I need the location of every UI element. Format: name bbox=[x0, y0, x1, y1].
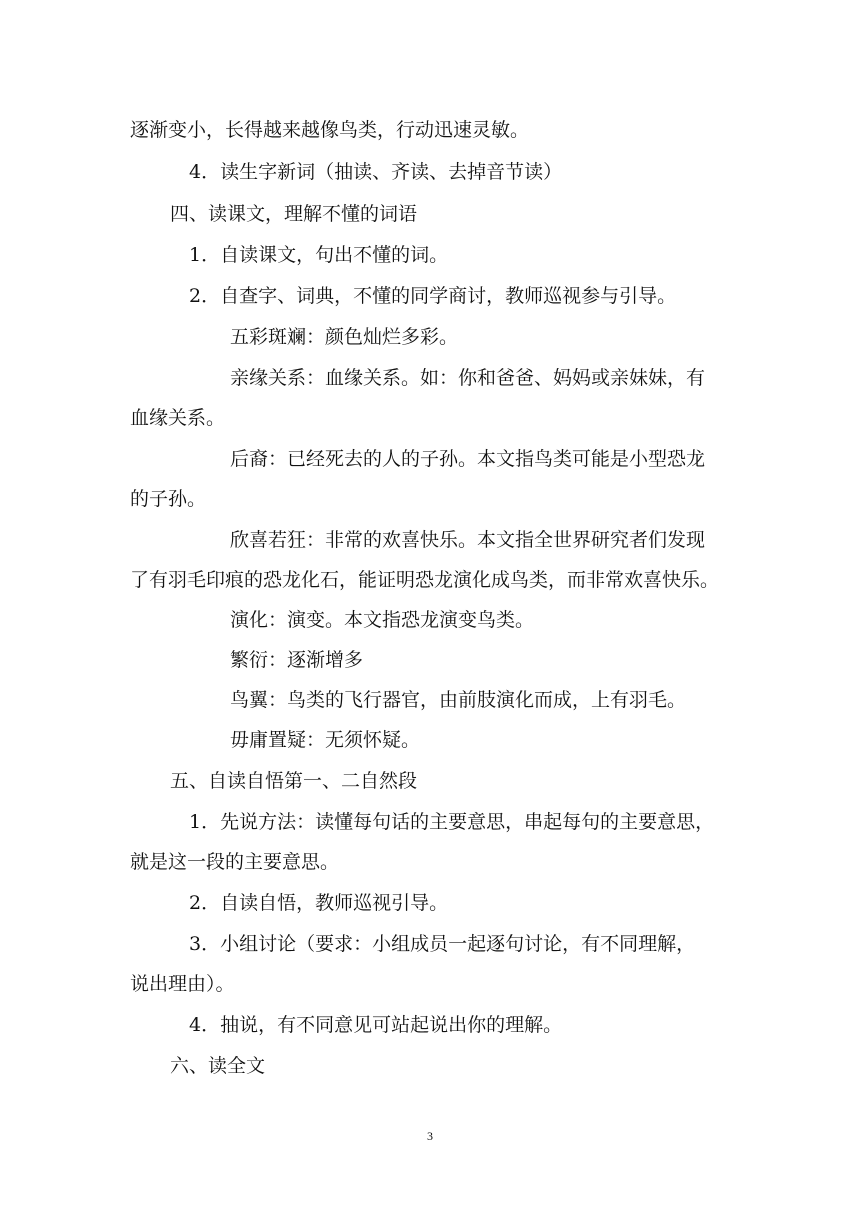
page-number: 3 bbox=[427, 1129, 433, 1143]
section-heading-4: 四、读课文，理解不懂的词语 bbox=[170, 203, 418, 225]
text-line-4: 1．自读课文，句出不懂的词。 bbox=[189, 244, 449, 266]
text-line-2: 4．读生字新词（抽读、齐读、去掉音节读） bbox=[189, 161, 563, 183]
text-line-18: 1．先说方法：读懂每句话的主要意思，串起每句的主要意思， bbox=[189, 811, 715, 833]
definition-line-3-cont: 的子孙。 bbox=[130, 488, 207, 510]
text-line-21-cont: 说出理由）。 bbox=[130, 973, 235, 995]
text-line-20: 2．自读自悟，教师巡视引导。 bbox=[189, 892, 449, 914]
definition-line-2: 亲缘关系：血缘关系。如：你和爸爸、妈妈或亲妹妹，有 bbox=[230, 367, 706, 389]
text-line-1: 逐渐变小，长得越来越像鸟类，行动迅速灵敏。 bbox=[130, 119, 530, 141]
definition-line-6: 繁衍：逐渐增多 bbox=[230, 649, 364, 671]
definition-line-8: 毋庸置疑：无须怀疑。 bbox=[230, 729, 421, 751]
definition-line-4: 欣喜若狂：非常的欢喜快乐。本文指全世界研究者们发现 bbox=[230, 529, 706, 551]
definition-line-4-cont: 了有羽毛印痕的恐龙化石，能证明恐龙演化成鸟类，而非常欢喜快乐。 bbox=[130, 569, 720, 591]
text-line-21: 3．小组讨论（要求：小组成员一起逐句讨论，有不同理解， bbox=[189, 933, 696, 955]
section-heading-6: 六、读全文 bbox=[170, 1055, 266, 1077]
definition-line-3: 后裔：已经死去的人的子孙。本文指鸟类可能是小型恐龙 bbox=[230, 448, 706, 470]
section-heading-5: 五、自读自悟第一、二自然段 bbox=[170, 770, 418, 792]
definition-line-2-cont: 血缘关系。 bbox=[130, 407, 226, 429]
text-line-18-cont: 就是这一段的主要意思。 bbox=[130, 851, 340, 873]
text-line-5: 2．自查字、词典，不懂的同学商讨，教师巡视参与引导。 bbox=[189, 285, 677, 307]
definition-line-7: 鸟翼：鸟类的飞行器官，由前肢演化而成，上有羽毛。 bbox=[230, 689, 687, 711]
text-line-23: 4．抽说，有不同意见可站起说出你的理解。 bbox=[189, 1014, 563, 1036]
definition-line-1: 五彩斑斓：颜色灿烂多彩。 bbox=[230, 326, 459, 348]
definition-line-5: 演化：演变。本文指恐龙演变鸟类。 bbox=[230, 609, 535, 631]
